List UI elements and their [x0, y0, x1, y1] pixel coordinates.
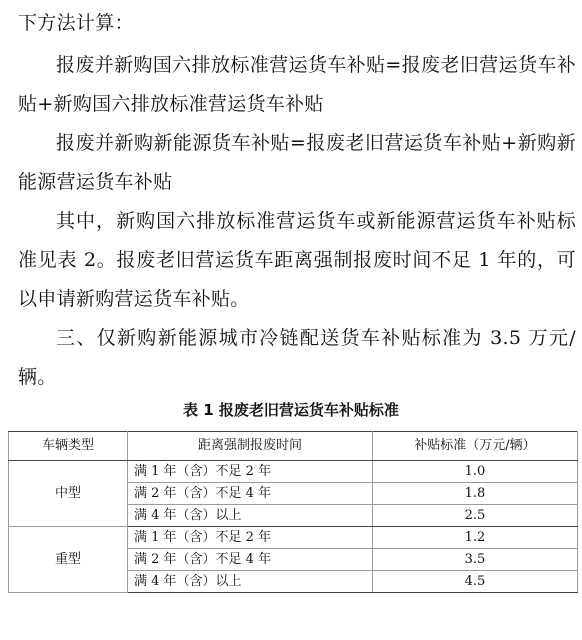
table-header — [9, 432, 578, 461]
table-header-row — [9, 432, 578, 461]
period-cell: 满 2 年（含）不足 4 年 — [128, 549, 373, 571]
paragraph-intro: 下方法计算： — [18, 12, 134, 34]
paragraph-cold-chain: 三、仅新购新能源城市冷链配送货车补贴标准为 3.5 万元/辆。 — [18, 327, 576, 388]
period-cell: 满 4 年（含）以上 — [128, 571, 373, 593]
header-vehicle-type: 车辆类型 — [9, 432, 128, 461]
header-time-to-scrap: 距离强制报废时间 — [128, 432, 373, 461]
period-cell: 满 2 年（含）不足 4 年 — [128, 483, 373, 505]
amount-cell: 1.2 — [373, 527, 578, 549]
paragraph-subsidy-note: 其中，新购国六排放标准营运货车或新能源营运货车补贴标准见表 2。报废老旧营运货车距离强制报废时间不足 1 年的，可以申请新购营运货车补贴。 — [18, 210, 576, 310]
amount-cell: 1.0 — [373, 461, 578, 483]
period-cell: 满 4 年（含）以上 — [128, 505, 373, 527]
subsidy-table — [8, 431, 578, 593]
vehicle-type-cell: 重型 — [9, 527, 128, 593]
vehicle-type-cell: 中型 — [9, 461, 128, 527]
amount-cell: 3.5 — [373, 549, 578, 571]
period-cell: 满 1 年（含）不足 2 年 — [128, 461, 373, 483]
table-caption: 表 1 报废老旧营运货车补贴标准 — [183, 401, 399, 419]
table-row — [9, 527, 578, 549]
header-subsidy-amount: 补贴标准（万元/辆） — [373, 432, 578, 461]
table-row — [9, 461, 578, 483]
paragraph-guoliu-formula: 报废并新购国六排放标准营运货车补贴=报废老旧营运货车补贴+新购国六排放标准营运货车补贴 — [18, 54, 576, 115]
period-cell: 满 1 年（含）不足 2 年 — [128, 527, 373, 549]
table-body — [9, 461, 578, 593]
amount-cell: 1.8 — [373, 483, 578, 505]
amount-cell: 2.5 — [373, 505, 578, 527]
paragraph-new-energy-formula: 报废并新购新能源货车补贴=报废老旧营运货车补贴+新购新能源营运货车补贴 — [18, 132, 576, 193]
amount-cell: 4.5 — [373, 571, 578, 593]
